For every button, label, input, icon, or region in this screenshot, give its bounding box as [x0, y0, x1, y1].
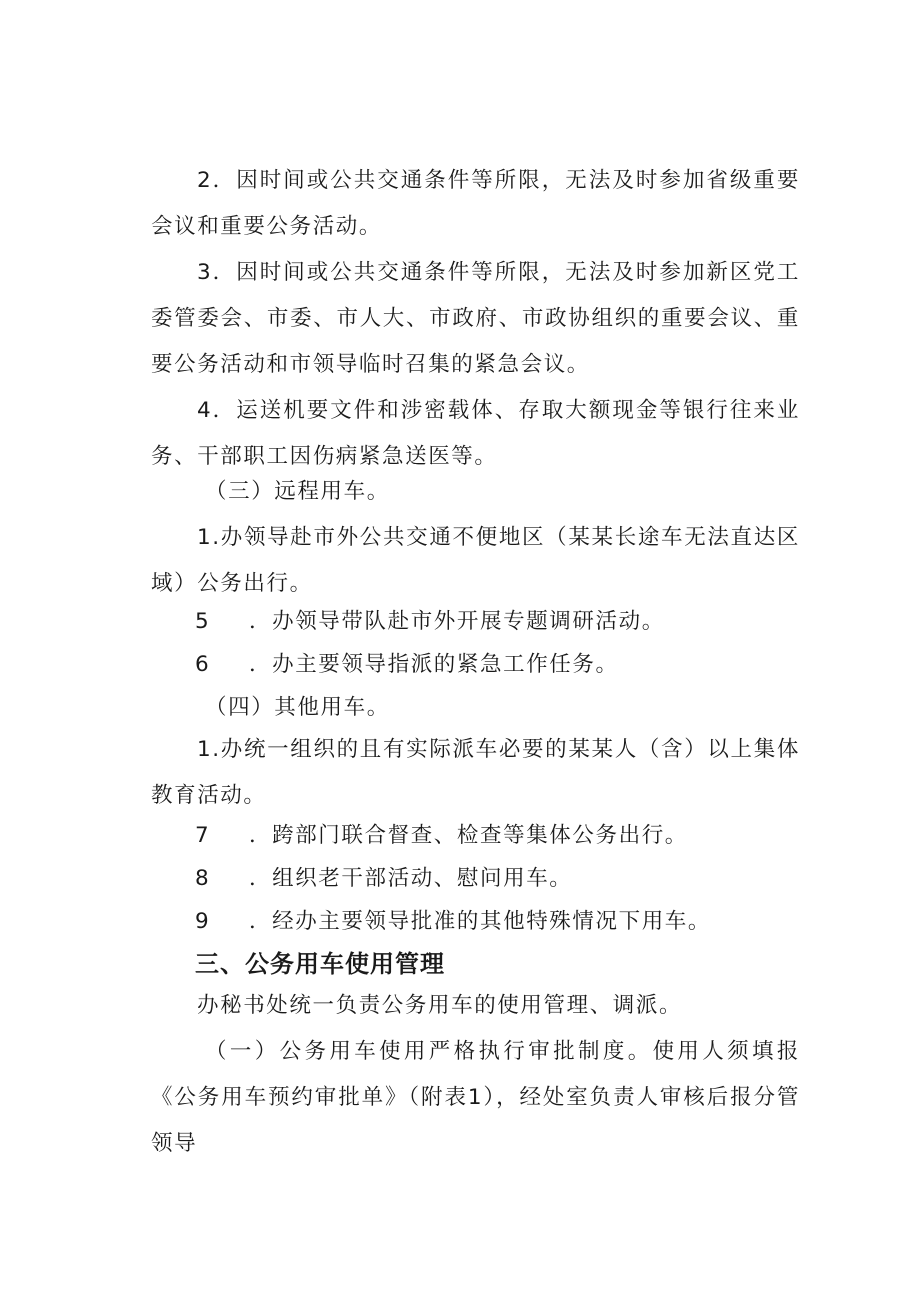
item-text: ．跨部门联合督查、检查等集体公务出行。	[249, 823, 688, 848]
paragraph-item-3: 3．因时间或公共交通条件等所限，无法及时参加新区党工委管委会、市委、市人大、市政府、市政协组织的重要会议、重要公务活动和市领导临时召集的紧急会议。	[151, 260, 800, 377]
chapter-heading-management: 三、公务用车使用管理	[195, 950, 445, 978]
item-number: 7	[195, 823, 211, 848]
paragraph-remote-5	[195, 599, 665, 645]
paragraph-item-4: 4．运送机要文件和涉密载体、存取大额现金等银行往来业务、干部职工因伤病紧急送医等。	[151, 398, 800, 469]
paragraph-other-1: 1.办统一组织的且有实际派车必要的某某人（含）以上集体教育活动。	[151, 737, 800, 808]
paragraph-other-9	[195, 899, 711, 945]
paragraph-other-8	[195, 856, 572, 902]
paragraph-remote-6	[195, 642, 619, 688]
paragraph-approval: （一）公务用车使用严格执行审批制度。使用人须填报《公务用车预约审批单》（附表1），经处室负责人审核后报分管领导	[151, 1039, 800, 1156]
item-text: ．经办主要领导批准的其他特殊情况下用车。	[249, 909, 712, 934]
item-text: ．办主要领导指派的紧急工作任务。	[249, 652, 619, 677]
item-text: ．组织老干部活动、慰问用车。	[249, 866, 573, 891]
item-number: 6	[195, 652, 211, 677]
paragraph-remote-1: 1.办领导赴市外公共交通不便地区（某某长途车无法直达区域）公务出行。	[151, 525, 800, 596]
section-heading-remote: （三）远程用车。	[205, 479, 390, 504]
section-heading-other: （四）其他用车。	[205, 695, 390, 720]
item-number: 9	[195, 909, 211, 934]
paragraph-other-7	[195, 813, 688, 859]
paragraph-management: 办秘书处统一负责公务用车的使用管理、调派。	[197, 993, 683, 1018]
item-text: ．办领导带队赴市外开展专题调研活动。	[249, 609, 665, 634]
item-number: 8	[195, 866, 211, 891]
paragraph-item-2: 2．因时间或公共交通条件等所限，无法及时参加省级重要会议和重要公务活动。	[151, 168, 800, 239]
item-number: 5	[195, 609, 211, 634]
